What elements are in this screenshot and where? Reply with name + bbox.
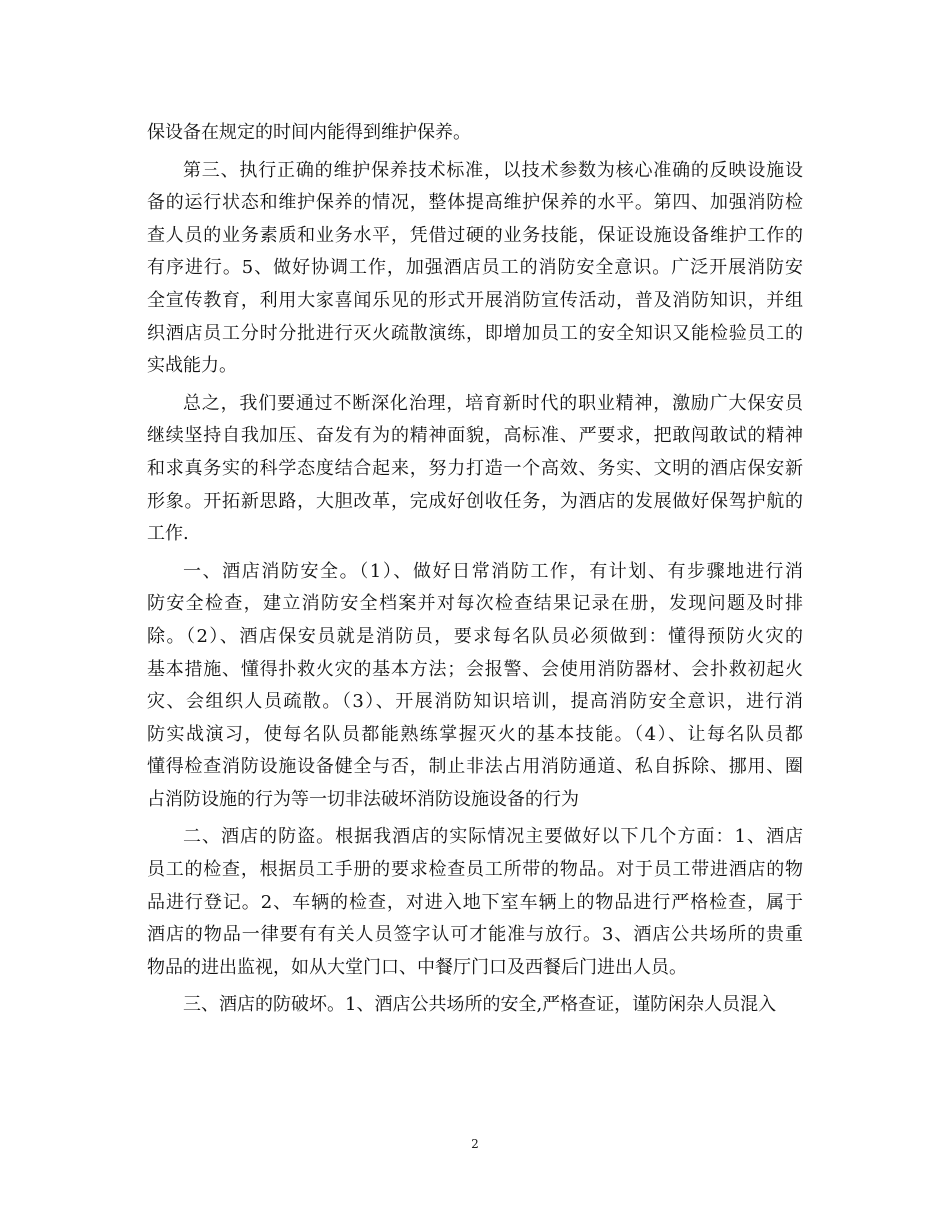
text-line: 酒店的物品一律要有有关人员签字认可才能准与放行。3、酒店公共场所的贵重 <box>147 924 803 946</box>
page-number: 2 <box>471 1137 479 1151</box>
text-line: 一、酒店消防安全。（1）、做好日常消防工作，有计划、有步骤地进行消 <box>183 560 803 582</box>
text-line: 防实战演习，使每名队员都能熟练掌握灭火的基本技能。（4）、让每名队员都 <box>147 723 803 745</box>
text-line: 工作. <box>147 523 189 545</box>
text-line: 基本措施、懂得扑救火灾的基本方法；会报警、会使用消防器材、会扑救初起火 <box>147 658 803 680</box>
text-line: 备的运行状态和维护保养的情况，整体提高维护保养的水平。第四、加强消防检 <box>147 192 803 214</box>
text-line: 品进行登记。2、车辆的检查，对进入地下室车辆上的物品进行严格检查，属于 <box>147 891 803 913</box>
text-line: 物品的进出监视，如从大堂门口、中餐厅门口及西餐后门进出人员。 <box>147 956 687 978</box>
text-line: 灾、会组织人员疏散。（3）、开展消防知识培训，提高消防安全意识，进行消 <box>147 691 803 713</box>
text-line: 占消防设施的行为等一切非法破坏消防设施设备的行为 <box>147 788 579 810</box>
paragraph <box>147 388 803 551</box>
text-line: 二、酒店的防盗。根据我酒店的实际情况主要做好以下几个方面：1、酒店 <box>183 826 803 848</box>
document-body <box>147 117 803 1022</box>
paragraph <box>147 155 803 383</box>
text-line: 除。（2）、酒店保安员就是消防员，要求每名队员必须做到：懂得预防火灾的 <box>147 625 803 647</box>
text-line: 懂得检查消防设施设备健全与否，制止非法占用消防通道、私自拆除、挪用、圈 <box>147 756 803 778</box>
paragraph <box>147 821 803 984</box>
text-line: 三、酒店的防破坏。1、酒店公共场所的安全,严格查证，谨防闲杂人员混入 <box>183 994 777 1016</box>
text-line: 总之，我们要通过不断深化治理，培育新时代的职业精神，激励广大保安员 <box>183 392 803 414</box>
text-line: 织酒店员工分时分批进行灭火疏散演练，即增加员工的安全知识又能检验员工的 <box>147 322 803 344</box>
text-line: 有序进行。5、做好协调工作，加强酒店员工的消防安全意识。广泛开展消防安 <box>147 257 803 279</box>
paragraph <box>147 556 803 817</box>
text-line: 继续坚持自我加压、奋发有为的精神面貌，高标准、严要求，把敢闯敢试的精神 <box>147 425 803 447</box>
paragraph <box>147 117 803 150</box>
text-line: 实战能力。 <box>147 355 237 377</box>
text-line: 查人员的业务素质和业务水平，凭借过硬的业务技能，保证设施设备维护工作的 <box>147 224 803 246</box>
text-line: 全宣传教育，利用大家喜闻乐见的形式开展消防宣传活动，普及消防知识，并组 <box>147 289 803 311</box>
text-line: 和求真务实的科学态度结合起来，努力打造一个高效、务实、文明的酒店保安新 <box>147 457 803 479</box>
text-line: 保设备在规定的时间内能得到维护保养。 <box>147 122 471 143</box>
text-line: 防安全检查，建立消防安全档案并对每次检查结果记录在册，发现问题及时排 <box>147 593 803 615</box>
text-line: 形象。开拓新思路，大胆改革，完成好创收任务，为酒店的发展做好保驾护航的 <box>147 490 803 512</box>
text-line: 员工的检查，根据员工手册的要求检查员工所带的物品。对于员工带进酒店的物 <box>147 859 803 881</box>
text-line: 第三、执行正确的维护保养技术标准，以技术参数为核心准确的反映设施设 <box>183 159 803 181</box>
paragraph <box>147 989 803 1022</box>
